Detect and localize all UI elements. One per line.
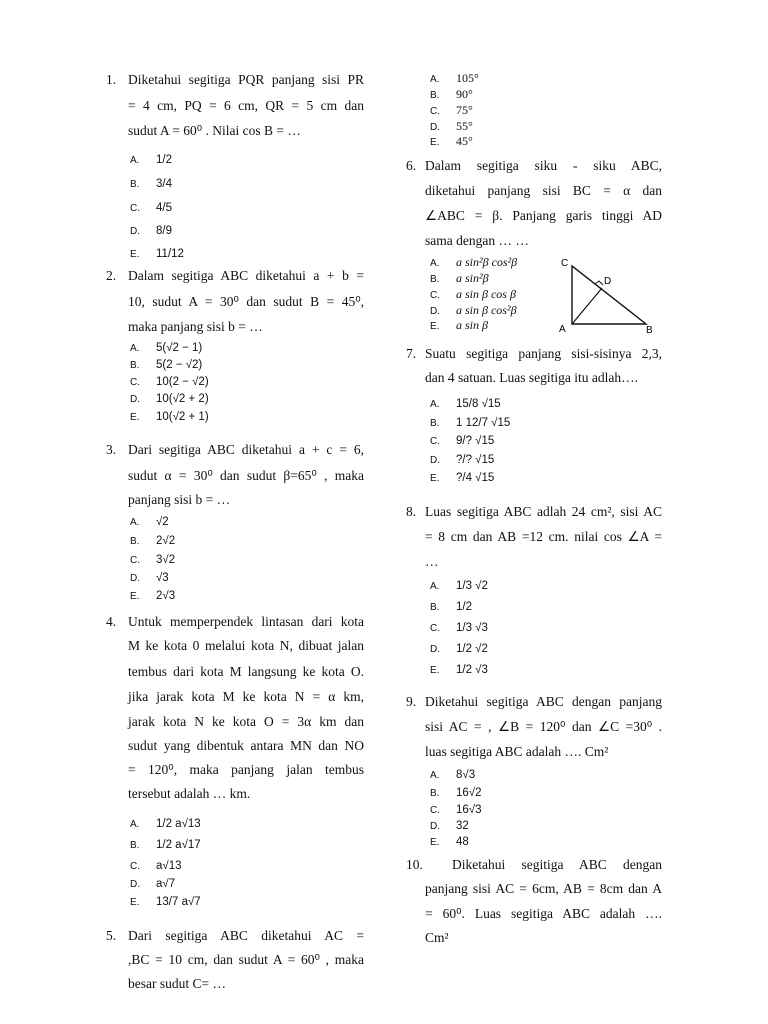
option-e[interactable] xyxy=(130,894,201,910)
option-label: E. xyxy=(130,591,140,602)
option-label: D. xyxy=(130,226,140,237)
option-label: B. xyxy=(430,602,440,613)
question-text-line: tersebut adalah … km. xyxy=(128,786,251,801)
option-e[interactable] xyxy=(430,662,488,678)
question-text-line: dan 4 satuan. Luas segitiga itu adlah…. xyxy=(425,370,638,385)
option-d[interactable] xyxy=(130,391,209,407)
question-number: 5. xyxy=(106,928,117,943)
option-label: E. xyxy=(130,897,140,908)
option-label: C. xyxy=(130,555,140,566)
option-a[interactable] xyxy=(130,816,201,832)
option-e[interactable] xyxy=(430,470,494,486)
option-label: A. xyxy=(430,770,440,781)
option-value: 48 xyxy=(456,836,469,848)
option-value: ?/? √15 xyxy=(456,454,495,466)
option-value: 4/5 xyxy=(156,202,172,214)
option-label: A. xyxy=(130,343,140,354)
vertex-label-b: B xyxy=(646,325,653,334)
option-label: B. xyxy=(130,179,140,190)
option-label: D. xyxy=(130,573,140,584)
option-b[interactable] xyxy=(430,785,482,801)
question-text-line: besar sudut C= … xyxy=(128,976,226,991)
option-b[interactable] xyxy=(130,837,201,853)
option-b[interactable] xyxy=(430,86,473,102)
option-value: 10(√2 + 2) xyxy=(156,393,209,405)
option-value: 8/9 xyxy=(156,225,172,237)
option-e[interactable] xyxy=(430,317,488,333)
option-label: E. xyxy=(130,412,140,423)
option-label: C. xyxy=(130,203,140,214)
option-value: 15/8 √15 xyxy=(456,398,501,410)
option-value: 1/2 √2 xyxy=(456,643,488,655)
option-value: a sin β cos²β xyxy=(456,303,517,317)
option-value: a sin β cos β xyxy=(456,287,516,301)
option-value: 1/3 √3 xyxy=(456,622,488,634)
option-value: a sin²β cos²β xyxy=(456,255,518,269)
option-value: 5(2 − √2) xyxy=(156,359,203,371)
option-value: 5(√2 − 1) xyxy=(156,342,203,354)
question-text-line: Diketahui segitiga ABC dengan panjang xyxy=(425,694,662,709)
question-text-line: sudut yang dibentuk antara MN dan NO xyxy=(128,738,364,753)
option-label: A. xyxy=(430,399,440,410)
option-label: C. xyxy=(130,377,140,388)
option-label: E. xyxy=(430,665,440,676)
option-label: D. xyxy=(130,394,140,405)
question-text-line: ∠ABC = β. Panjang garis tinggi AD xyxy=(425,208,662,223)
option-label: B. xyxy=(430,788,440,799)
question-text-line: = 8 cm dan AB =12 cm. nilai cos ∠A = xyxy=(425,529,662,544)
option-value: 2√2 xyxy=(156,535,176,547)
question-text-line: panjang sisi AC = 6cm, AB = 8cm dan A xyxy=(425,881,662,896)
question-text-line: Untuk memperpendek lintasan dari kota xyxy=(128,614,364,629)
option-e[interactable] xyxy=(430,133,473,149)
option-d[interactable] xyxy=(430,641,488,657)
question-text-line: diketahui panjang sisi BC = α dan xyxy=(425,183,662,198)
option-c[interactable] xyxy=(430,102,473,118)
option-c[interactable] xyxy=(430,433,494,449)
option-value: 13/7 a√7 xyxy=(156,896,201,908)
option-label: E. xyxy=(430,837,440,848)
right-triangle-figure xyxy=(554,254,658,334)
option-label: A. xyxy=(430,581,440,592)
option-label: E. xyxy=(430,137,440,148)
option-label: D. xyxy=(430,644,440,655)
option-a[interactable] xyxy=(430,767,475,783)
question-text-line: sisi AC = , ∠B = 120⁰ dan ∠C =30⁰ . xyxy=(425,719,662,734)
option-d[interactable] xyxy=(430,302,517,318)
option-a[interactable] xyxy=(130,340,202,356)
option-value: 105° xyxy=(456,71,479,85)
option-label: D. xyxy=(430,821,440,832)
option-value: 10(√2 + 1) xyxy=(156,411,209,423)
option-value: 1/3 √2 xyxy=(456,580,488,592)
option-value: 75° xyxy=(456,103,473,117)
question-number: 6. xyxy=(406,158,417,173)
option-value: 32 xyxy=(456,820,469,832)
question-text-line: maka panjang sisi b = … xyxy=(128,319,263,334)
question-text-line: sudut α = 30⁰ dan sudut β=65⁰ , maka xyxy=(128,468,364,483)
question-number: 8. xyxy=(406,504,417,519)
triangle-abc xyxy=(572,266,646,324)
option-a[interactable] xyxy=(130,152,172,168)
question-number: 4. xyxy=(106,614,117,629)
question-text-line: Luas segitiga ABC adlah 24 cm², sisi AC xyxy=(425,504,662,519)
option-label: A. xyxy=(130,155,140,166)
option-label: C. xyxy=(130,861,140,872)
option-label: B. xyxy=(130,840,140,851)
option-e[interactable] xyxy=(430,834,469,850)
question-text-line: M ke kota 0 melalui kota N, dibuat jalan xyxy=(128,638,364,653)
question-text-line: Dalam segitiga ABC diketahui a + b = xyxy=(128,268,364,283)
option-value: a√7 xyxy=(156,878,176,890)
option-a[interactable] xyxy=(430,254,517,270)
option-value: √3 xyxy=(156,572,169,584)
vertex-label-c: C xyxy=(561,258,569,269)
option-label: B. xyxy=(130,360,140,371)
option-e[interactable] xyxy=(130,246,184,262)
option-value: a√13 xyxy=(156,860,182,872)
question-text-line: jarak kota N ke kota O = 3α km dan xyxy=(128,714,364,729)
option-d[interactable] xyxy=(430,118,473,134)
option-value: 1/2 xyxy=(456,601,472,613)
option-label: B. xyxy=(130,536,140,547)
question-number: 3. xyxy=(106,442,117,457)
question-text-line: = 60⁰. Luas segitiga ABC adalah …. xyxy=(425,906,662,921)
option-b[interactable] xyxy=(130,357,202,373)
option-label: C. xyxy=(430,290,440,301)
option-b[interactable] xyxy=(430,599,472,615)
option-b[interactable] xyxy=(430,415,510,431)
option-label: D. xyxy=(430,306,440,317)
option-label: A. xyxy=(430,74,440,85)
option-c[interactable] xyxy=(130,200,172,216)
option-label: D. xyxy=(430,122,440,133)
option-value: 1/2 √3 xyxy=(456,664,488,676)
question-text-line: Suatu segitiga panjang sisi-sisinya 2,3, xyxy=(425,346,662,361)
option-label: B. xyxy=(430,90,440,101)
option-label: D. xyxy=(130,879,140,890)
question-text-line: = 120⁰, maka panjang jalan tembus xyxy=(128,762,364,777)
option-c[interactable] xyxy=(430,620,488,636)
altitude-ad xyxy=(572,288,602,324)
question-text-line: = 4 cm, PQ = 6 cm, QR = 5 cm dan xyxy=(128,98,364,113)
option-label: D. xyxy=(430,455,440,466)
option-value: 2√3 xyxy=(156,590,176,602)
option-b[interactable] xyxy=(430,270,489,286)
option-label: A. xyxy=(430,258,440,269)
option-value: 45° xyxy=(456,134,473,148)
option-value: 1/2 a√13 xyxy=(156,818,201,830)
option-label: C. xyxy=(430,623,440,634)
option-value: 1/2 xyxy=(156,154,172,166)
option-e[interactable] xyxy=(130,588,175,604)
option-d[interactable] xyxy=(430,452,494,468)
option-c[interactable] xyxy=(130,552,175,568)
option-value: √2 xyxy=(156,516,169,528)
question-number: 10. xyxy=(406,857,423,872)
option-value: a sin²β xyxy=(456,271,489,285)
option-b[interactable] xyxy=(130,176,172,192)
question-text-line: … xyxy=(425,554,439,569)
question-text-line: Dari segitiga ABC diketahui AC = xyxy=(128,928,364,943)
option-label: E. xyxy=(430,473,440,484)
question-number: 1. xyxy=(106,72,117,87)
option-c[interactable] xyxy=(430,286,516,302)
question-text-line: Diketahui segitiga ABC dengan xyxy=(452,857,662,872)
option-b[interactable] xyxy=(130,533,175,549)
option-label: B. xyxy=(430,274,440,285)
option-label: C. xyxy=(430,805,440,816)
question-text-line: panjang sisi b = … xyxy=(128,492,231,507)
question-text-line: tembus dari kota M langsung ke kota O. xyxy=(128,664,364,679)
option-d[interactable] xyxy=(130,223,172,239)
question-text-line: sama dengan … … xyxy=(425,233,529,248)
option-value: 90° xyxy=(456,87,473,101)
option-value: 1 12/7 √15 xyxy=(456,417,511,429)
option-c[interactable] xyxy=(430,802,482,818)
option-value: 9/? √15 xyxy=(456,435,495,447)
question-text-line: jika jarak kota M ke kota N = α km, xyxy=(128,689,364,704)
option-value: 16√2 xyxy=(456,787,482,799)
option-d[interactable] xyxy=(130,876,175,892)
option-a[interactable] xyxy=(430,396,501,412)
vertex-label-a: A xyxy=(559,324,566,334)
question-number: 9. xyxy=(406,694,417,709)
question-number: 7. xyxy=(406,346,417,361)
option-value: 55° xyxy=(456,119,473,133)
option-label: C. xyxy=(430,106,440,117)
option-c[interactable] xyxy=(130,858,182,874)
option-label: A. xyxy=(130,819,140,830)
question-text-line: Dalam segitiga siku - siku ABC, xyxy=(425,158,662,173)
option-value: ?/4 √15 xyxy=(456,472,495,484)
option-e[interactable] xyxy=(130,409,209,425)
question-text-line: Dari segitiga ABC diketahui a + c = 6, xyxy=(128,442,364,457)
option-label: E. xyxy=(430,321,440,332)
question-text-line: luas segitiga ABC adalah …. Cm² xyxy=(425,744,609,759)
option-d[interactable] xyxy=(430,818,469,834)
option-a[interactable] xyxy=(430,578,488,594)
option-label: B. xyxy=(430,418,440,429)
option-value: 11/12 xyxy=(156,248,184,260)
option-label: A. xyxy=(130,517,140,528)
option-value: 16√3 xyxy=(456,804,482,816)
option-value: 8√3 xyxy=(456,769,476,781)
option-value: a sin β xyxy=(456,318,488,332)
question-text-line: Cm² xyxy=(425,930,449,945)
option-value: 3√2 xyxy=(156,554,176,566)
option-d[interactable] xyxy=(130,570,169,586)
option-label: E. xyxy=(130,249,140,260)
option-value: 1/2 a√17 xyxy=(156,839,201,851)
question-text-line: ,BC = 10 cm, dan sudut A = 60⁰ , maka xyxy=(128,952,364,967)
option-value: 10(2 − √2) xyxy=(156,376,209,388)
option-value: 3/4 xyxy=(156,178,172,190)
question-text-line: 10, sudut A = 30⁰ dan sudut B = 45⁰, xyxy=(128,294,364,309)
option-c[interactable] xyxy=(130,374,209,390)
question-number: 2. xyxy=(106,268,117,283)
vertex-label-d: D xyxy=(604,276,612,287)
option-a[interactable] xyxy=(130,514,169,530)
question-text-line: Diketahui segitiga PQR panjang sisi PR xyxy=(128,72,364,87)
question-text-line: sudut A = 60⁰ . Nilai cos B = … xyxy=(128,123,301,138)
option-label: C. xyxy=(430,436,440,447)
option-a[interactable] xyxy=(430,70,479,86)
